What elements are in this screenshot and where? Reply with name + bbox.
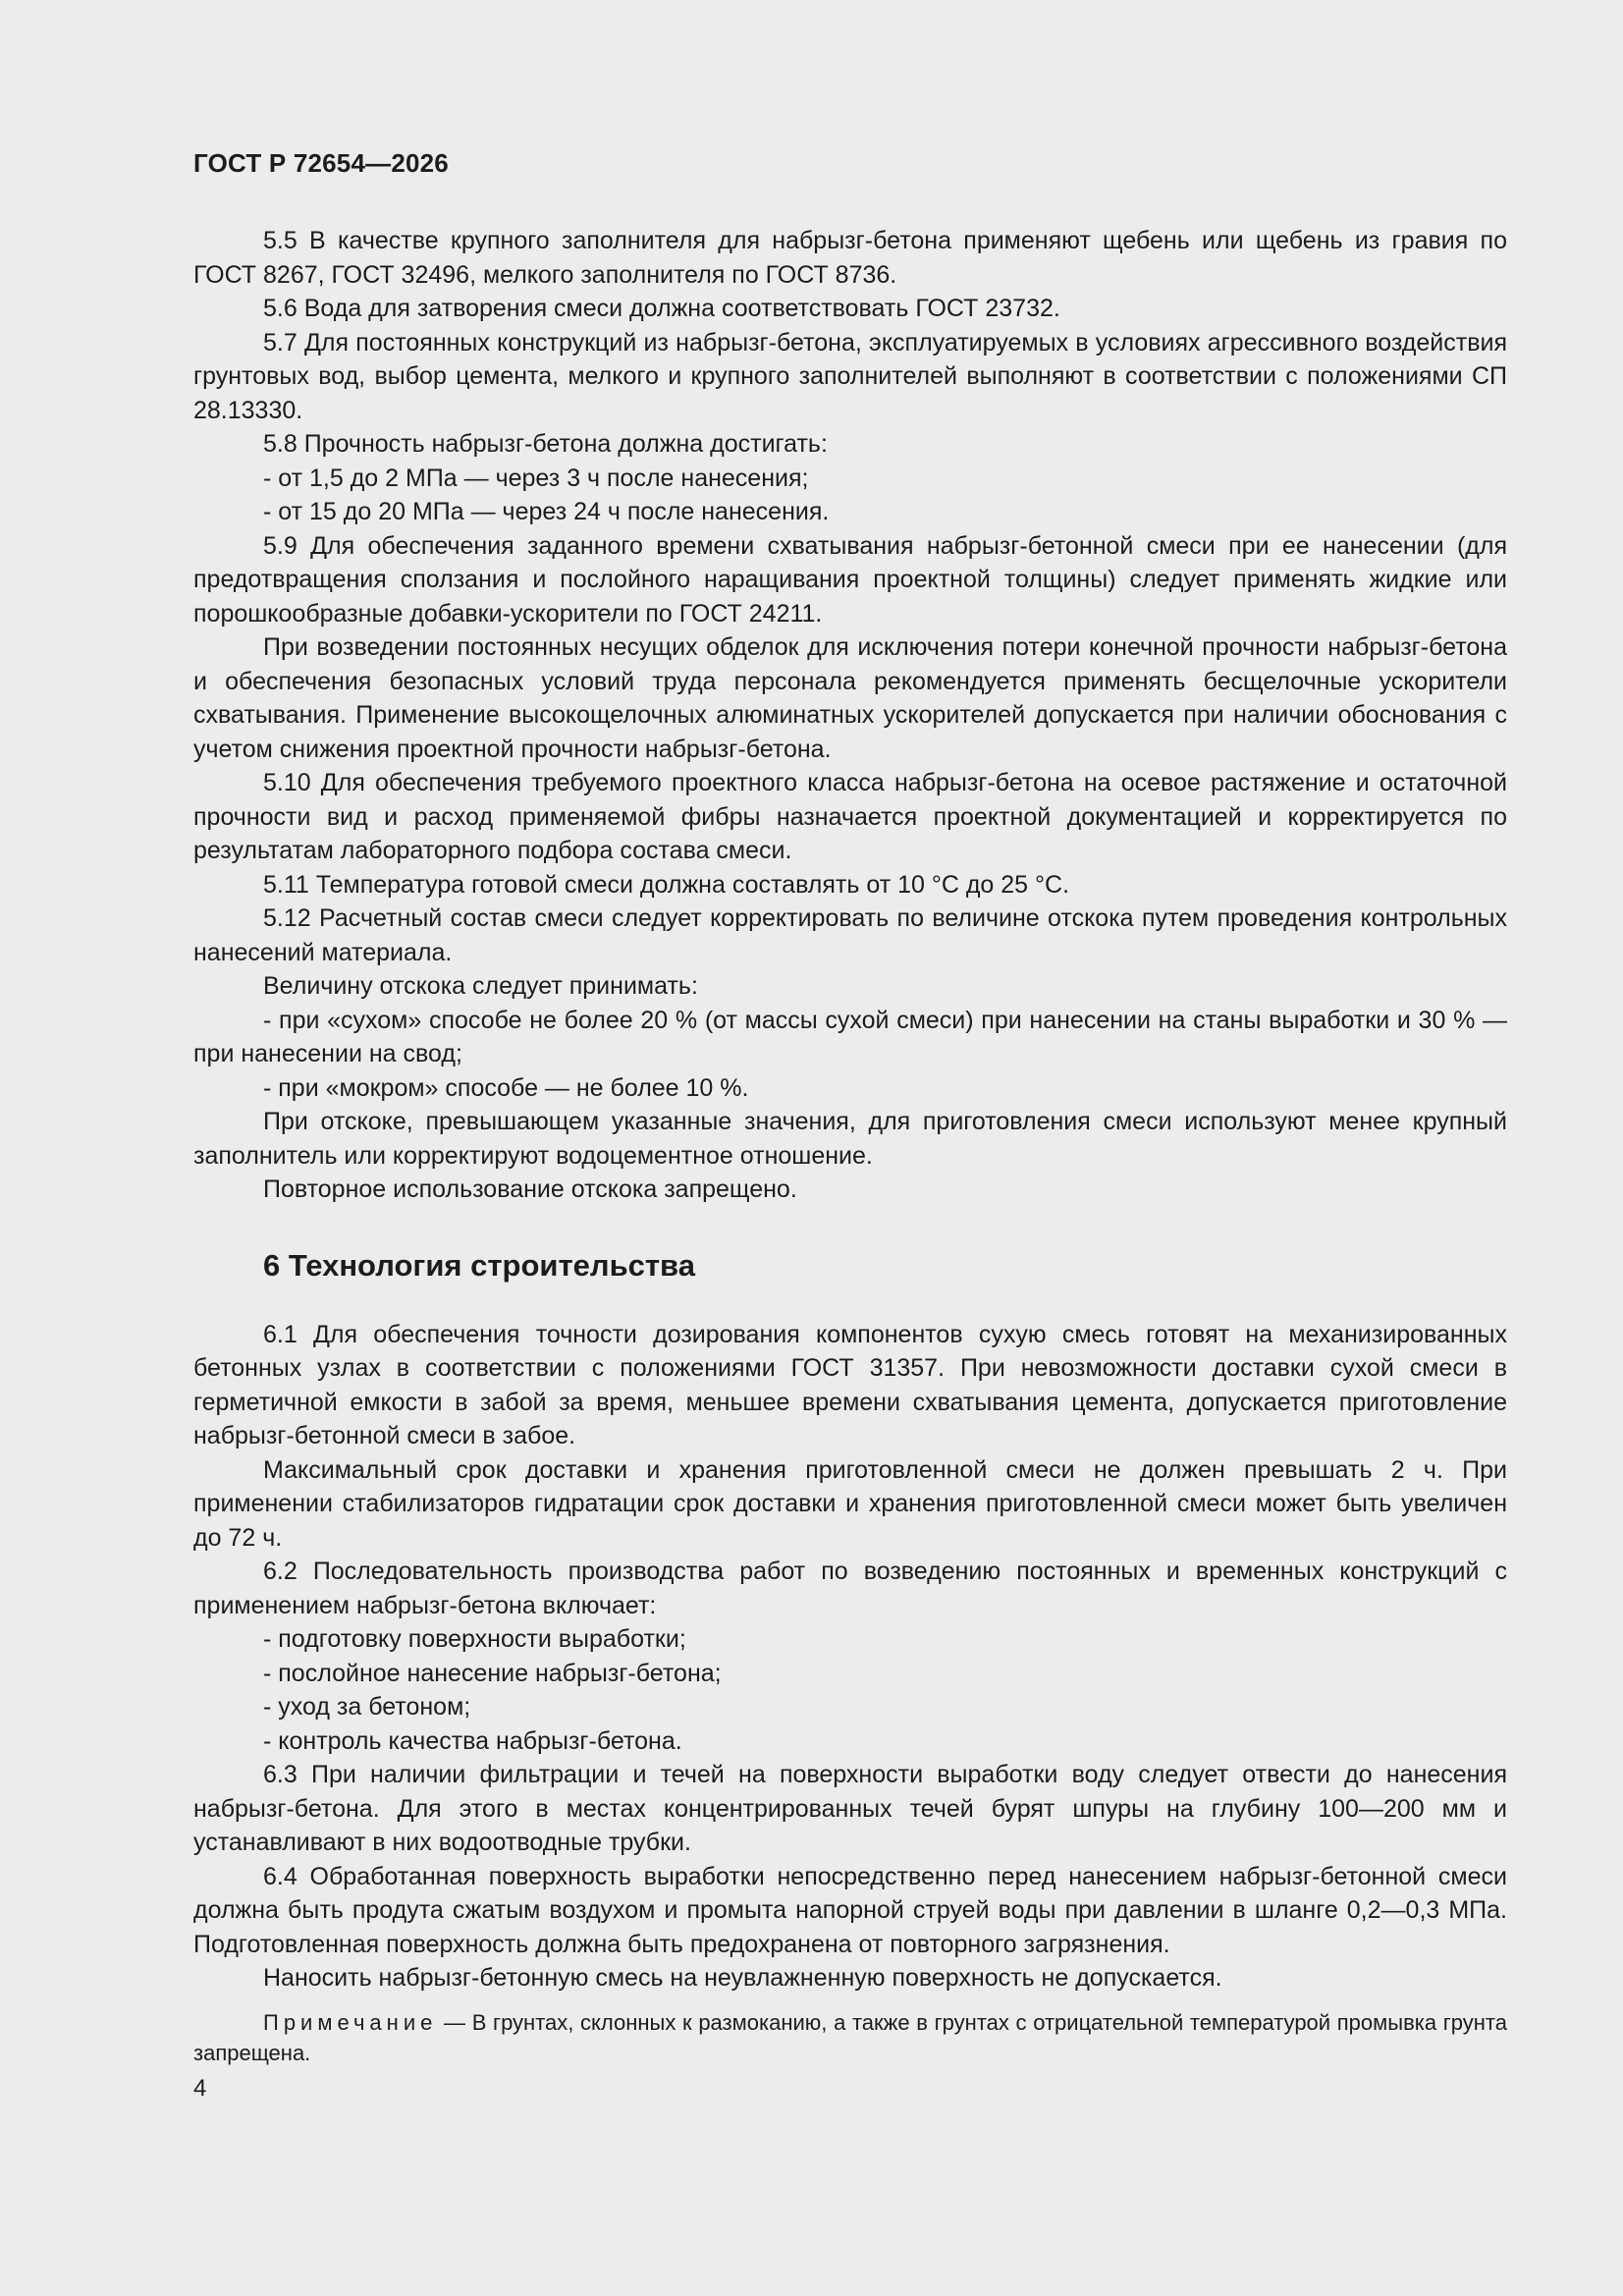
clause-6-4: 6.4 Обработанная поверхность выработки непосредственно перед нанесением набрызг-бетонной смеси должна быть продута сжатым воздухом и промыта напорной струей воды при давлении в шланге 0,2—0,3 МПа. Подготовленная поверхность должна быть предохранена от повторного загрязнения.: [193, 1862, 1507, 1958]
clause-6-3: 6.3 При наличии фильтрации и течей на поверхности выработки воду следует отвести до нанесения набрызг-бетона. Для этого в местах концентрированных течей бурят шпуры на глубину 100—200 мм и устанавливают в них водоотводные трубки.: [193, 1761, 1507, 1856]
list-item: - контроль качества набрызг-бетона.: [263, 1726, 682, 1755]
clause-5-5: 5.5 В качестве крупного заполнителя для набрызг-бетона применяют щебень или щебень из гравия по ГОСТ 8267, ГОСТ 32496, мелкого заполнителя по ГОСТ 8736.: [193, 227, 1507, 289]
page-number: 4: [193, 2075, 207, 2102]
clause-5-6: 5.6 Вода для затворения смеси должна соответствовать ГОСТ 23732.: [263, 295, 1060, 322]
document-body: [193, 224, 1507, 2068]
list-item: - от 1,5 до 2 МПа — через 3 ч после нанесения;: [263, 464, 809, 492]
paragraph: Наносить набрызг-бетонную смесь на неувлажненную поверхность не допускается.: [263, 1964, 1222, 1992]
document-header: ГОСТ Р 72654—2026: [193, 148, 449, 178]
paragraph: Величину отскока следует принимать:: [263, 972, 698, 1000]
clause-5-8: 5.8 Прочность набрызг-бетона должна достигать:: [263, 430, 828, 458]
clause-5-12: 5.12 Расчетный состав смеси следует корректировать по величине отскока путем проведения контрольных нанесений материала.: [193, 904, 1507, 966]
note-text: — В грунтах, склонных к размоканию, а также в грунтах с отрицательной температурой промывка грунта запрещена.: [193, 2009, 1507, 2065]
section-6-title: 6 Технология строительства: [263, 1247, 695, 1283]
note-label: Примечание: [263, 2009, 438, 2035]
clause-5-11: 5.11 Температура готовой смеси должна составлять от 10 °С до 25 °С.: [263, 870, 1070, 899]
list-item: - подготовку поверхности выработки;: [263, 1625, 686, 1653]
list-item: - от 15 до 20 МПа — через 24 ч после нанесения.: [263, 498, 830, 525]
paragraph: Максимальный срок доставки и хранения приготовленной смеси не должен превышать 2 ч. При применении стабилизаторов гидратации срок доставки и хранения приготовленной смеси может быть увеличен до 72 ч.: [193, 1455, 1507, 1552]
list-item: - при «мокром» способе — не более 10 %.: [263, 1073, 749, 1102]
clause-5-10: 5.10 Для обеспечения требуемого проектного класса набрызг-бетона на осевое растяжение и остаточной прочности вид и расход применяемой фибры назначается проектной документацией и корректируется по результатам лабораторного подбора состава смеси.: [193, 769, 1507, 864]
list-item: - послойное нанесение набрызг-бетона;: [263, 1659, 722, 1687]
note: [193, 2007, 1507, 2068]
clause-6-1: 6.1 Для обеспечения точности дозирования компонентов сухую смесь готовят на механизированных бетонных узлах в соответствии с положениями ГОСТ 31357. При невозможности доставки сухой смеси в герметичной емкости в забой за время, меньшее времени схватывания цемента, допускается приготовление набрызг-бетонной смеси в забое.: [193, 1320, 1507, 1449]
clause-6-2: 6.2 Последовательность производства работ по возведению постоянных и временных конструкций с применением набрызг-бетона включает:: [193, 1558, 1507, 1619]
paragraph: При отскоке, превышающем указанные значения, для приготовления смеси используют менее крупный заполнитель или корректируют водоцементное отношение.: [193, 1108, 1507, 1170]
clause-5-9: 5.9 Для обеспечения заданного времени схватывания набрызг-бетонной смеси при ее нанесении (для предотвращения сползания и послойного наращивания проектной толщины) следует применять жидкие или порошкообразные добавки-ускорители по ГОСТ 24211.: [193, 531, 1507, 628]
list-item: - при «сухом» способе не более 20 % (от массы сухой смеси) при нанесении на станы выработки и 30 % — при нанесении на свод;: [193, 1006, 1507, 1067]
list-item: - уход за бетоном;: [263, 1693, 471, 1721]
paragraph: Повторное использование отскока запрещено.: [263, 1175, 797, 1203]
paragraph: При возведении постоянных несущих обделок для исключения потери конечной прочности набрызг-бетона и обеспечения безопасных условий труда персонала рекомендуется применять бесщелочные ускорители схватывания. Применение высокощелочных алюминатных ускорителей допускается при наличии обоснования с учетом снижения проектной прочности набрызг-бетона.: [193, 633, 1507, 763]
clause-5-7: 5.7 Для постоянных конструкций из набрызг-бетона, эксплуатируемых в условиях агрессивного воздействия грунтовых вод, выбор цемента, мелкого и крупного заполнителей выполняют в соответствии с положениями СП 28.13330.: [193, 328, 1507, 424]
